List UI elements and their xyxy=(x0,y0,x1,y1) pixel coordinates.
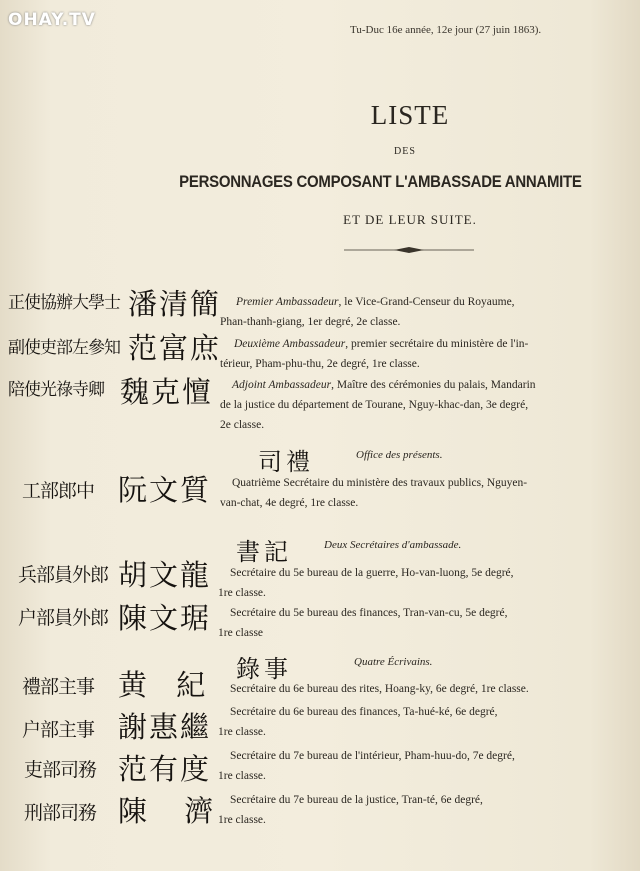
section-cn-heading: 司禮 xyxy=(258,448,314,476)
page-subtitle-suite: ET DE LEUR SUITE. xyxy=(343,212,477,227)
cn-name: 陳 濟 xyxy=(118,794,228,828)
ornamental-divider xyxy=(344,246,474,254)
entry-line: Secrétaire du 5e bureau de la guerre, Ho-van-luong, 5e degré, xyxy=(230,567,514,579)
section-heading: Quatre Écrivains. xyxy=(354,656,433,668)
section-heading: Office des présents. xyxy=(356,449,443,461)
role-label: Deuxième Ambassadeur xyxy=(234,338,346,350)
entry-line: Secrétaire du 6e bureau des finances, Ta-hué-ké, 6e degré, xyxy=(230,706,498,718)
section-cn-heading: 錄事 xyxy=(236,655,292,683)
page-subtitle: PERSONNAGES COMPOSANT L'AMBASSADE ANNAMITE xyxy=(179,172,582,191)
cn-name: 范富庶 xyxy=(128,331,222,365)
cn-name: 魏克憻 xyxy=(120,375,214,409)
cn-title: 户部主事 xyxy=(22,719,95,741)
cn-name: 胡文龍 xyxy=(118,558,212,592)
entry-line: 1re classe. xyxy=(218,587,266,599)
entry-line: Secrétaire du 7e bureau de la justice, Tran-té, 6e degré, xyxy=(230,794,483,806)
cn-title: 兵部員外郎 xyxy=(18,564,109,586)
entry-line: 2e classe. xyxy=(220,419,265,431)
cn-name: 黄 紀 xyxy=(118,668,216,702)
entry-line: 1re classe. xyxy=(218,814,266,826)
entry-line: Adjoint Ambassadeur, Maître des cérémonies du palais, Mandarin xyxy=(232,379,536,391)
role-label: Premier Ambassadeur xyxy=(236,296,339,308)
dateline: Tu-Duc 16e année, 12e jour (27 juin 1863). xyxy=(350,24,542,36)
section-cn-heading: 書記 xyxy=(236,538,292,566)
entry-line: Deuxième Ambassadeur, premier secrétaire du ministère de l'in- xyxy=(234,338,529,350)
entry-line: 1re classe. xyxy=(218,770,266,782)
cn-name: 陳文琚 xyxy=(118,601,212,635)
watermark-logo: OHAY.TV xyxy=(8,10,96,30)
cn-title: 工部郎中 xyxy=(22,480,95,502)
entry-line: Quatrième Secrétaire du ministère des travaux publics, Nguyen- xyxy=(232,477,528,489)
page-title: LISTE xyxy=(370,100,450,130)
entry-line: Secrétaire du 6e bureau des rites, Hoang-ky, 6e degré, 1re classe. xyxy=(230,683,529,695)
entry-line: van-chat, 4e degré, 1re classe. xyxy=(220,497,359,509)
cn-name: 謝惠繼 xyxy=(118,710,212,744)
cn-name: 范有度 xyxy=(118,752,212,786)
title-connector: DES xyxy=(394,146,416,157)
entry-line: de la justice du département de Tourane, Nguy-khac-dan, 3e degré, xyxy=(220,399,529,411)
role-label: Adjoint Ambassadeur xyxy=(232,379,332,391)
cn-title: 禮部主事 xyxy=(22,676,95,698)
entry-line: Secrétaire du 7e bureau de l'intérieur, Pham-huu-do, 7e degré, xyxy=(230,750,515,762)
cn-title: 吏部司務 xyxy=(24,759,97,781)
cn-name: 阮文質 xyxy=(118,473,212,507)
cn-title: 户部員外郎 xyxy=(18,607,109,629)
cn-title: 副使吏部左參知 xyxy=(8,338,120,358)
cn-title: 正使協辦大學士 xyxy=(8,293,120,313)
entry-line: Phan-thanh-giang, 1er degré, 2e classe. xyxy=(220,316,401,328)
entry-line: 1re classe xyxy=(218,627,264,639)
cn-title: 刑部司務 xyxy=(24,802,97,824)
entry-line: 1re classe. xyxy=(218,726,266,738)
entry-line: Secrétaire du 5e bureau des finances, Tran-van-cu, 5e degré, xyxy=(230,607,508,619)
cn-name: 潘清簡 xyxy=(128,287,222,321)
section-heading: Deux Secrétaires d'ambassade. xyxy=(324,539,462,551)
entry-line: térieur, Pham-phu-thu, 2e degré, 1re classe. xyxy=(220,358,420,370)
cn-title: 陪使光祿寺卿 xyxy=(8,380,104,400)
entry-line: Premier Ambassadeur, le Vice-Grand-Censeur du Royaume, xyxy=(236,296,515,308)
